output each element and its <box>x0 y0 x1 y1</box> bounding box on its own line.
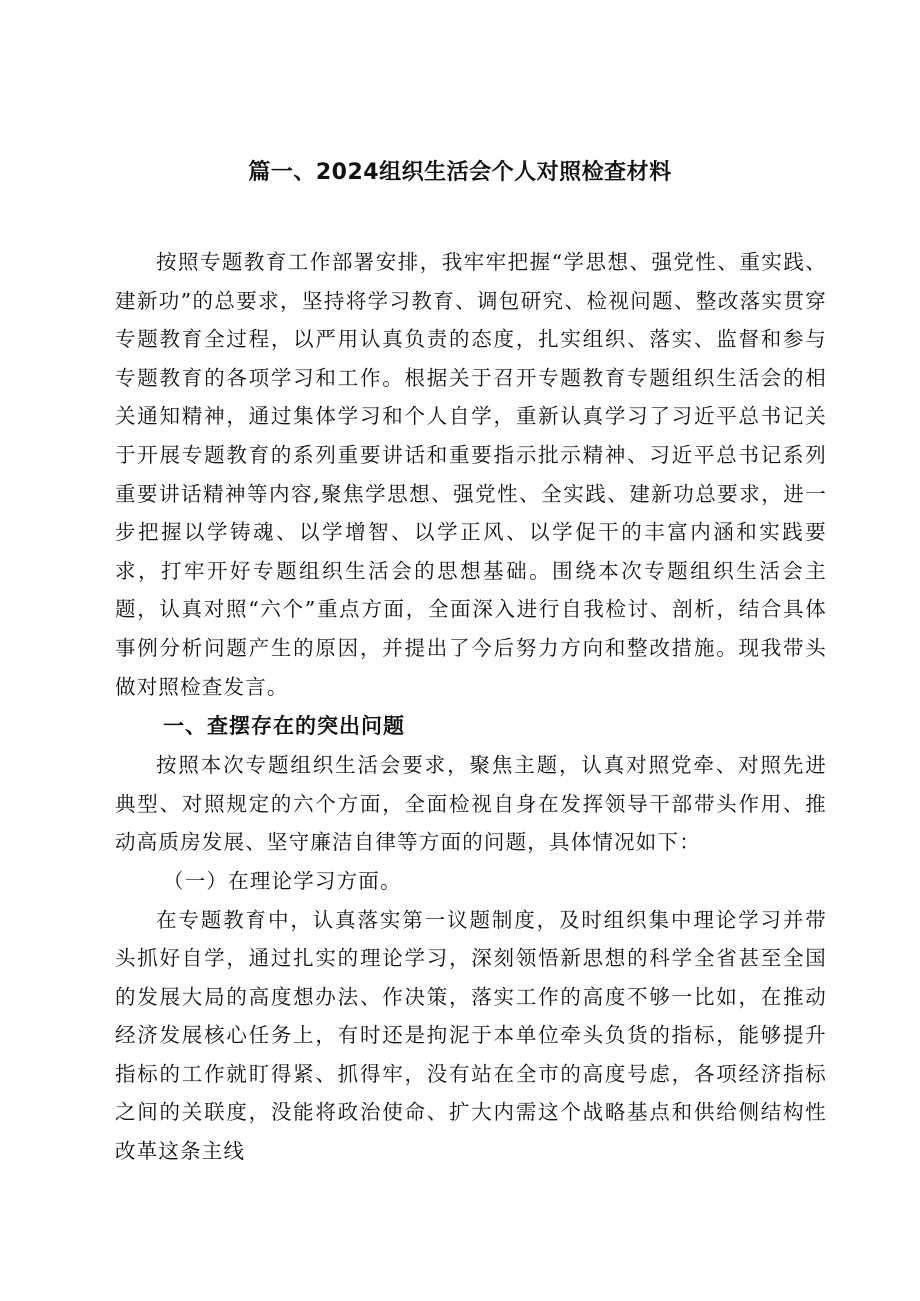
intro-paragraph: 按照专题教育工作部署安排，我牢牢把握“学思想、强党性、重实践、建新功”的总要求，坚持将学习教育、调包研究、检视问题、整改落实贯穿专题教育全过程，以严用认真负责的态度，扎实组织、落实、监督和参与专题教育的各项学习和工作。根据关于召开专题教育专题组织生活会的相关通知精神，通过集体学习和个人自学，重新认真学习了习近平总书记关于开展专题教育的系列重要讲话和重要指示批示精神、习近平总书记系列重要讲话精神等内容,聚焦学思想、强党性、全实践、建新功总要求，进一步把握以学铸魂、以学增智、以学正风、以学促干的丰富内涵和实践要求，打牢开好专题组织生活会的思想基础。围绕本次专题组织生活会主题，认真对照“六个”重点方面，全面深入进行自我检讨、剖析，结合具体事例分析问题产生的原因，并提出了今后努力方向和整改措施。现我带头做对照检查发言。 <box>115 250 827 699</box>
section-paragraph-problems: 按照本次专题组织生活会要求，聚焦主题，认真对照党牵、对照先进典型、对照规定的六个方面，全面检视自身在发挥领导干部带头作用、推动高质房发展、坚守廉洁自律等方面的问题，具体情况如下： <box>115 753 827 855</box>
subsection-paragraph-theory-study: 在专题教育中，认真落实第一议题制度，及时组织集中理论学习并带头抓好自学，通过扎实的理论学习，深刻领悟新思想的科学全省甚至全国的发展大局的高度想办法、作决策，落实工作的高度不够一比如，在推动经济发展核心任务上，有时还是拘泥于本单位牵头负货的指标，能够提升指标的工作就盯得紧、抓得牢，没有站在全市的高度号虑，各项经济指标之间的关联度，没能将政治使命、扩大内需这个战略基点和供给侧结构性改革这条主线 <box>115 907 827 1164</box>
document-body <box>115 243 827 1171</box>
section-heading-problems: 一、查摆存在的突出问题 <box>163 714 405 739</box>
document-title: 篇一、2024组织生活会个人对照检查材料 <box>248 160 672 185</box>
subsection-heading-theory-study: （一）在理论学习方面。 <box>163 868 402 893</box>
